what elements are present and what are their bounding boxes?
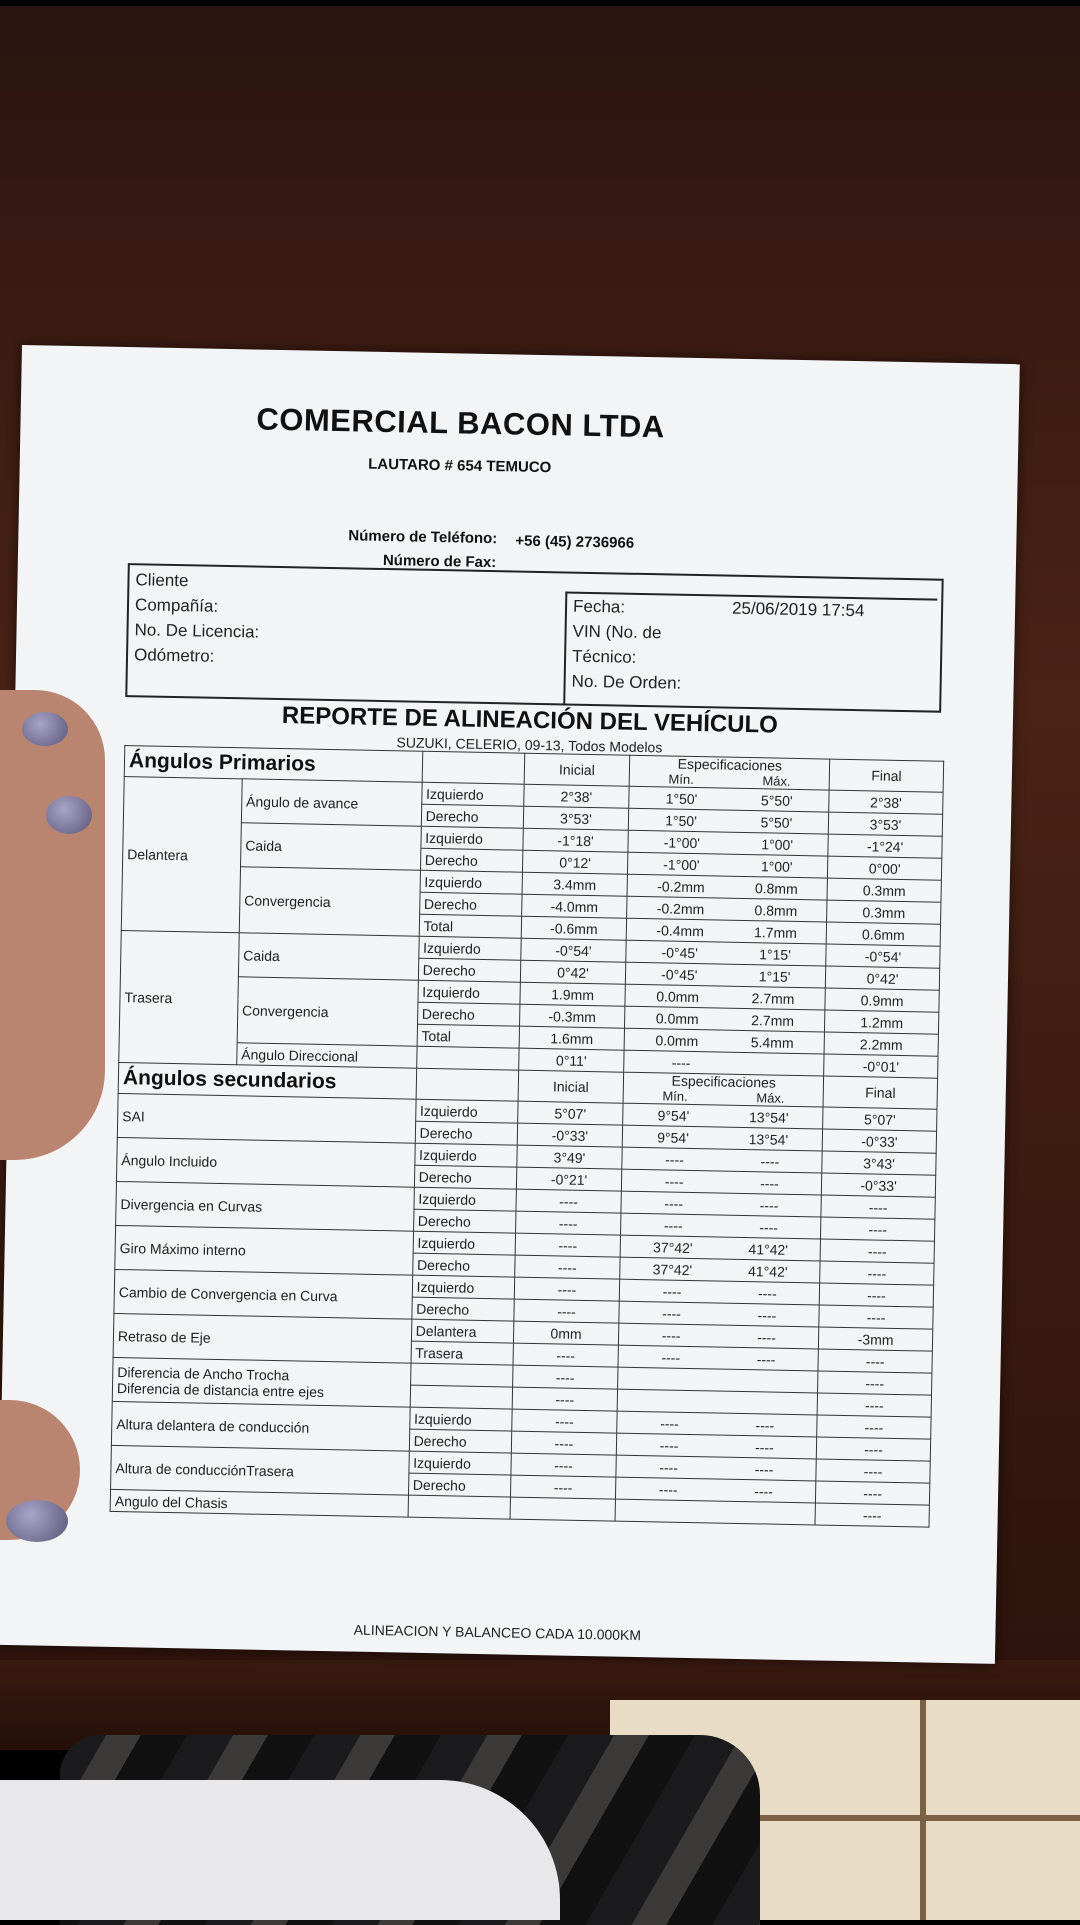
spec-min-value: ---- [662,1327,681,1343]
spec-min-value: ---- [665,1151,684,1167]
secondary-angle-name [116,1181,414,1231]
side-label: Derecho [417,1002,519,1026]
spec-max-value: 5.4mm [751,1034,794,1051]
spec-max-value: 2.7mm [751,1012,794,1029]
initial-value: ---- [510,1475,616,1499]
spec-max-value: 1°00' [761,836,793,853]
initial-value: 0°11' [518,1048,624,1072]
spec-max-value: ---- [758,1285,777,1301]
side-label: Derecho [413,1209,515,1233]
col-inicial: Inicial [518,1070,624,1103]
angle-name: Convergencia [237,977,418,1046]
initial-value: -0°54' [520,938,626,962]
side-label: Derecho [412,1253,514,1277]
spec-max-value: ---- [757,1329,776,1345]
spec-max-value: 13°54' [749,1109,789,1126]
spec-min-value: 9°54' [657,1129,689,1146]
spec-min-value: -0°45' [661,944,698,961]
initial-value: ---- [510,1453,616,1477]
licencia-label: No. De Licencia: [134,617,259,644]
initial-value: -0.3mm [519,1004,625,1028]
spec-min-value: 0.0mm [656,988,699,1005]
spec-min-value: ---- [664,1195,683,1211]
spec-min-value: 0.0mm [655,1032,698,1049]
side-label [416,1046,518,1070]
spec-max-value: ---- [757,1307,776,1323]
side-label: Derecho [409,1429,511,1453]
final-value: ---- [816,1437,930,1461]
spec-max-value: 0.8mm [755,880,798,897]
holding-hand [0,690,105,1160]
initial-value: 1.6mm [519,1026,625,1050]
side-label: Delantera [411,1319,513,1343]
final-value: ---- [819,1305,933,1329]
initial-value: -0°21' [516,1167,622,1191]
spec-max-value: ---- [755,1461,774,1477]
side-label: Derecho [408,1473,510,1497]
specs-title: Especificaciones [628,1073,819,1092]
initial-value: ---- [514,1277,620,1301]
initial-value: ---- [511,1431,617,1455]
final-value: 0.3mm [827,878,941,902]
final-value: 3°53' [828,812,942,836]
secondary-angle-name [111,1445,409,1495]
side-label: Derecho [420,848,522,872]
spec-min-value: ---- [659,1481,678,1497]
spec-min-value: 37°42' [653,1239,693,1256]
col-max: Máx. [762,773,790,789]
spec-min-value: ---- [662,1305,681,1321]
order-fields [563,591,937,712]
fecha-value: 25/06/2019 17:54 [732,599,865,622]
initial-value: 3°49' [516,1145,622,1169]
side-label: Izquierdo [415,1099,517,1123]
fingernail [46,796,92,834]
final-value: 2.2mm [824,1032,938,1056]
angle-name: Retraso de Eje [118,1328,407,1350]
spec-min-value: ---- [660,1415,679,1431]
spec-max-value: ---- [754,1483,773,1499]
spec-max-value: ---- [760,1175,779,1191]
initial-value: ---- [513,1299,619,1323]
angle-name: Cambio de Convergencia en Curva [119,1284,408,1306]
side-label: Izquierdo [418,980,520,1004]
spec-max-value: ---- [760,1153,779,1169]
initial-value: ---- [512,1387,618,1411]
initial-value: 3.4mm [522,872,628,896]
spec-min-value: ---- [659,1459,678,1475]
alignment-report-paper [0,345,1020,1664]
side-label: Izquierdo [418,936,520,960]
secondary-angle-name [115,1225,413,1275]
col-specs [630,755,830,790]
fingernail [6,1500,68,1542]
initial-value: 1.9mm [519,982,625,1006]
secondary-angle-name [111,1401,409,1451]
secundarios-heading: Ángulos secundarios [118,1062,416,1099]
initial-value: 0°12' [522,850,628,874]
final-value: 0.6mm [826,922,940,946]
initial-value: ---- [515,1233,621,1257]
initial-value: ---- [511,1409,617,1433]
initial-value: 2°38' [523,784,629,808]
fecha-label: Fecha: [567,594,937,626]
primarios-heading: Ángulos Primarios [124,746,422,783]
spacer-cell [416,1068,518,1101]
orden-label: No. De Orden: [565,669,935,701]
final-value: 0.9mm [825,988,939,1012]
spec-max-value: 0.8mm [754,902,797,919]
angle-name-2: Diferencia de distancia entre ejes [117,1380,406,1402]
spec-min-value: -0.2mm [657,900,705,917]
spec-min-value: 37°42' [653,1261,693,1278]
spec-max-value: ---- [759,1219,778,1235]
side-label: Derecho [421,804,523,828]
final-value: -1°24' [828,834,942,858]
side-label: Total [417,1024,519,1048]
final-value: ---- [817,1393,931,1417]
initial-value: -4.0mm [521,894,627,918]
initial-value: ---- [515,1211,621,1235]
angle-name: Angulo del Chasis [115,1492,404,1514]
spec-values [615,1499,815,1525]
spec-min-value: -1°00' [663,856,700,873]
spec-min-value: 9°54' [657,1107,689,1124]
final-value: ---- [816,1459,930,1483]
initial-value: 0mm [513,1321,619,1345]
cliente-label: Cliente [135,567,260,594]
initial-value: 3°53' [523,806,629,830]
compania-label: Compañía: [135,592,260,619]
angle-name: Caida [240,823,421,870]
spec-min-value: 1°50' [666,790,698,807]
side-label [410,1385,512,1409]
col-specs [623,1072,823,1107]
col-min: Mín. [662,1088,688,1103]
col-inicial: Inicial [524,753,630,786]
initial-value: -0.6mm [521,916,627,940]
angle-name: Ángulo de avance [241,779,422,826]
initial-value: 0°42' [520,960,626,984]
spec-min-value: ---- [672,1054,691,1070]
angle-name: Giro Máximo interno [120,1240,409,1262]
final-value: ---- [816,1481,930,1505]
specs-title: Especificaciones [634,756,825,775]
final-value: 3°43' [822,1151,936,1175]
final-value: ---- [818,1371,932,1395]
side-label: Total [419,914,521,938]
final-value: ---- [817,1415,931,1439]
col-min: Mín. [668,771,694,786]
angle-name: Divergencia en Curvas [120,1196,409,1218]
secondary-angle-name [112,1357,410,1407]
angle-name: Caida [238,933,419,980]
side-label: Izquierdo [409,1407,511,1431]
spec-min-value: ---- [664,1217,683,1233]
final-value: -0°33' [822,1129,936,1153]
spec-min-value: 1°50' [665,812,697,829]
axle-delantera: Delantera [121,777,242,933]
col-max: Máx. [756,1090,784,1106]
spec-min-value: ---- [665,1173,684,1189]
final-value: ---- [818,1349,932,1373]
side-label: Izquierdo [413,1231,515,1255]
final-value: ---- [821,1217,935,1241]
fingernail [22,712,68,746]
alignment-table [110,745,945,1528]
initial-value: -1°18' [522,828,628,852]
side-label: Derecho [415,1121,517,1145]
vin-label: VIN (No. de [566,619,936,651]
col-final: Final [829,759,943,792]
report-title: REPORTE DE ALINEACIÓN DEL VEHÍCULO [15,697,1045,745]
secondary-angle-name [114,1269,412,1319]
side-label: Izquierdo [409,1451,511,1475]
col-final: Final [823,1076,937,1109]
side-label: Derecho [411,1297,513,1321]
secondary-angle-name [117,1093,415,1143]
spec-max-value: 41°42' [748,1241,788,1258]
phone-label: Número de Teléfono: [348,527,497,547]
spec-max-value: 2.7mm [751,990,794,1007]
final-value: 0.3mm [827,900,941,924]
final-value: ---- [815,1503,929,1527]
spec-min-value: ---- [661,1349,680,1365]
angle-name: Ángulo Direccional [237,1043,417,1068]
spec-max-value: 1.7mm [754,924,797,941]
axle-trasera: Trasera [119,931,239,1065]
angle-name: Ángulo Incluido [121,1152,410,1174]
spec-max-value: 1°00' [761,858,793,875]
final-value: ---- [819,1283,933,1307]
spec-max-value: 41°42' [748,1263,788,1280]
tecnico-label: Técnico: [566,644,936,676]
side-label: Trasera [411,1341,513,1365]
final-value: 5°07' [823,1107,937,1131]
customer-info-box [125,563,943,713]
secondary-angle-name [113,1313,411,1363]
initial-value: ---- [513,1343,619,1367]
secondary-angle-name [110,1489,408,1517]
white-towel [0,1780,560,1920]
angle-name: Altura de conducciónTrasera [115,1460,404,1482]
spec-min-value: 0.0mm [656,1010,699,1027]
initial-value: ---- [512,1365,618,1389]
spec-min-value: -1°00' [664,834,701,851]
fax-label: Número de Fax: [383,552,497,571]
spec-min-value: ---- [663,1283,682,1299]
side-label [410,1363,512,1387]
side-label: Izquierdo [414,1143,516,1167]
spec-max-value: ---- [755,1439,774,1455]
angle-name: Diferencia de Ancho Trocha [117,1364,406,1386]
report-subtitle: SUZUKI, CELERIO, 09-13, Todos Modelos [14,727,1044,763]
initial-value [510,1497,616,1521]
spec-max-value: 1°15' [759,968,791,985]
side-label: Izquierdo [421,782,523,806]
final-value: 0°00' [828,856,942,880]
company-name: COMERCIAL BACON LTDA [20,397,901,450]
spec-max-value: 1°15' [759,946,791,963]
spec-min-value: -0.4mm [656,922,704,939]
side-label: Izquierdo [412,1275,514,1299]
side-label: Izquierdo [421,826,523,850]
spec-max-value: ---- [755,1417,774,1433]
final-value: ---- [820,1239,934,1263]
final-value: 1.2mm [825,1010,939,1034]
spec-max-value: 5°50' [760,814,792,831]
initial-value: -0°33' [517,1123,623,1147]
angle-name: Convergencia [239,867,420,936]
initial-value: ---- [515,1189,621,1213]
final-value: -0°01' [824,1054,938,1078]
final-value: -0°54' [826,944,940,968]
spec-max-value: 13°54' [749,1131,789,1148]
final-value: -3mm [819,1327,933,1351]
side-label: Izquierdo [414,1187,516,1211]
spec-max-value: ---- [760,1197,779,1213]
spacer-cell [422,751,524,784]
initial-value: ---- [514,1255,620,1279]
spec-min-value: -0°45' [661,966,698,983]
side-label: Derecho [419,892,521,916]
customer-fields [134,567,261,669]
spec-max-value: 5°50' [761,792,793,809]
phone-value: +56 (45) 2736966 [515,533,634,552]
angle-name: SAI [122,1108,411,1130]
initial-value: 5°07' [517,1101,623,1125]
angle-name: Altura delantera de conducción [116,1416,405,1438]
side-label: Derecho [414,1165,516,1189]
final-value: 0°42' [825,966,939,990]
spec-min-value: ---- [660,1437,679,1453]
spec-min-value: -0.2mm [657,878,705,895]
company-address: LAUTARO # 654 TEMUCO [20,449,900,483]
final-value: -0°33' [821,1173,935,1197]
side-label: Derecho [418,958,520,982]
odometro-label: Odómetro: [134,642,259,669]
final-value: ---- [820,1261,934,1285]
side-label [408,1495,510,1519]
final-value: ---- [821,1195,935,1219]
report-footer: ALINEACION Y BALANCEO CADA 10.000KM [0,1615,997,1650]
final-value: 2°38' [829,790,943,814]
spec-max-value: ---- [757,1351,776,1367]
side-label: Izquierdo [420,870,522,894]
secondary-angle-name [116,1137,414,1187]
